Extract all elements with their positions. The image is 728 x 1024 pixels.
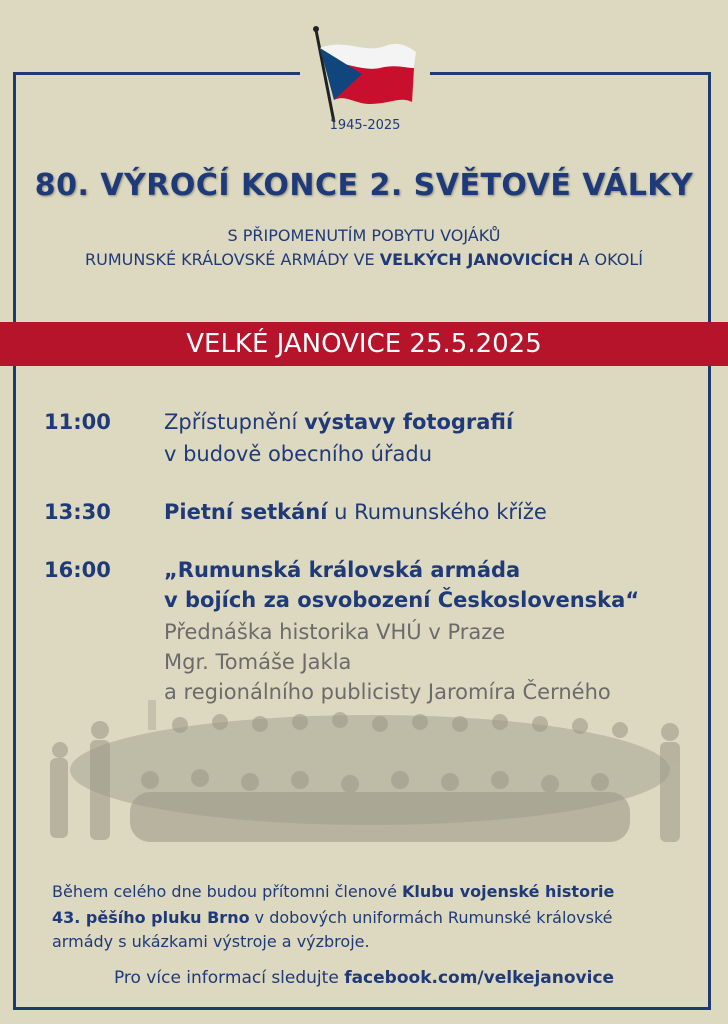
- program-line: [164, 410, 513, 434]
- club-name: Klubu vojenské historie: [402, 882, 615, 901]
- subtitle-text-end: A OKOLÍ: [573, 250, 643, 269]
- lecture-detail: Mgr. Tomáše Jakla: [164, 650, 352, 674]
- info-text: v dobových uniformách Rumunské královské: [249, 908, 613, 927]
- subtitle-line-2: [0, 250, 728, 269]
- lecture-detail: a regionálního publicisty Jaromíra Černého: [164, 680, 611, 704]
- program-text: u Rumunského kříže: [327, 500, 547, 524]
- subtitle-line-1: S PŘIPOMENUTÍM POBYTU VOJÁKŮ: [227, 226, 501, 245]
- info-paragraph-line-3: armády s ukázkami výstroje a výzbroje.: [52, 932, 370, 951]
- footer: [0, 968, 728, 988]
- program-time: 13:30: [44, 500, 111, 524]
- info-text: Během celého dne budou přítomni členové: [52, 882, 403, 901]
- subtitle-place: VELKÝCH JANOVICÍCH: [379, 250, 574, 269]
- flag-emblem: [300, 12, 430, 142]
- program-highlight: výstavy fotografií: [304, 410, 514, 434]
- lecture-title-line-2: v bojích za osvobození Československa“: [164, 588, 640, 612]
- czech-flag-icon: [300, 12, 430, 122]
- program-line: v budově obecního úřadu: [164, 442, 433, 466]
- lecture-detail: Přednáška historika VHÚ v Praze: [164, 620, 506, 644]
- program-highlight: Pietní setkání: [164, 500, 328, 524]
- lecture-title-line-1: „Rumunská královská armáda: [164, 558, 521, 582]
- year-range: 1945-2025: [329, 118, 401, 133]
- program-time: 16:00: [44, 558, 111, 582]
- subtitle-text: RUMUNSKÉ KRÁLOVSKÉ ARMÁDY VE: [84, 250, 380, 269]
- page-title: 80. VÝROČÍ KONCE 2. SVĚTOVÉ VÁLKY: [34, 168, 694, 203]
- regiment-name: 43. pěšího pluku Brno: [52, 908, 250, 927]
- event-date-banner: VELKÉ JANOVICE 25.5.2025: [0, 322, 728, 366]
- facebook-link[interactable]: facebook.com/velkejanovice: [344, 968, 615, 988]
- program-text: Zpřístupnění: [164, 410, 305, 434]
- historic-soldiers-photo: [30, 700, 710, 870]
- info-paragraph-line-1: [52, 880, 692, 904]
- footer-text: Pro více informací sledujte: [113, 968, 345, 988]
- program-line: [164, 500, 547, 524]
- program-time: 11:00: [44, 410, 111, 434]
- info-paragraph-line-2: [52, 906, 692, 930]
